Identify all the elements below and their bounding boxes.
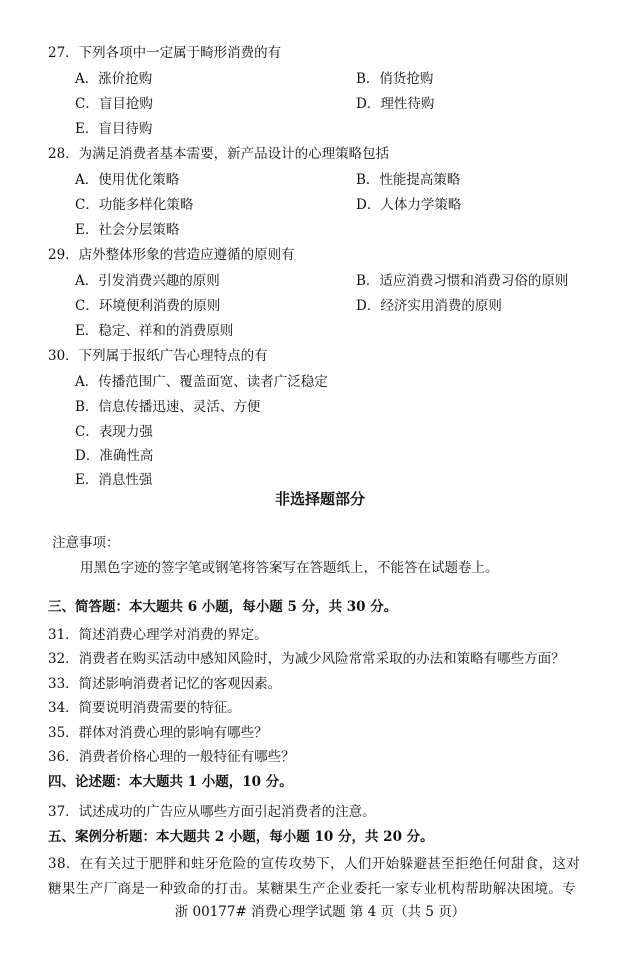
question-28-option-c: C．功能多样化策略 [75, 197, 194, 213]
question-28-option-b: B．性能提高策略 [356, 172, 461, 188]
question-28-option-a: A．使用优化策略 [75, 172, 180, 188]
question-29-option-c: C．环境便利消费的原则 [75, 298, 221, 314]
question-29-option-b: B．适应消费习惯和消费习俗的原则 [356, 273, 569, 289]
question-30-option-e: E．消息性强 [75, 472, 153, 488]
question-28-option-e: E．社会分层策略 [75, 222, 180, 238]
question-36: 36．消费者价格心理的一般特征有哪些？ [48, 749, 295, 765]
question-31: 31．简述消费心理学对消费的界定。 [48, 627, 268, 643]
question-34: 34．简要说明消费需要的特征。 [48, 700, 241, 716]
section-5-heading: 五、案例分析题：本大题共 2 小题，每小题 10 分，共 20 分。 [48, 829, 434, 845]
question-30-option-b: B．信息传播迅速、灵活、方便 [75, 399, 261, 415]
question-29-stem: 29．店外整体形象的营造应遵循的原则有 [48, 247, 295, 263]
question-38-line-2: 糖果生产厂商是一种致命的打击。某糖果生产企业委托一家专业机构帮助解决困境。专 [48, 881, 577, 897]
question-27-option-c: C．盲目抢购 [75, 96, 153, 112]
question-35: 35．群体对消费心理的影响有哪些？ [48, 725, 268, 741]
part-title: 非选择题部分 [274, 490, 365, 508]
question-27-option-a: A．涨价抢购 [75, 71, 153, 87]
question-30-option-a: A．传播范围广、覆盖面宽、读者广泛稳定 [75, 374, 328, 390]
question-30-stem: 30．下列属于报纸广告心理特点的有 [48, 348, 268, 364]
section-4-heading: 四、论述题：本大题共 1 小题，10 分。 [48, 774, 293, 790]
section-3-heading: 三、简答题：本大题共 6 小题，每小题 5 分，共 30 分。 [48, 599, 398, 615]
page-footer: 浙 00177# 消费心理学试题 第 4 页（共 5 页） [174, 904, 466, 920]
question-27-option-d: D．理性待购 [356, 96, 435, 112]
question-27-option-b: B．俏货抢购 [356, 71, 434, 87]
question-37: 37．试述成功的广告应从哪些方面引起消费者的注意。 [48, 804, 376, 820]
question-27-stem: 27．下列各项中一定属于畸形消费的有 [48, 45, 282, 61]
question-33: 33．简述影响消费者记忆的客观因素。 [48, 676, 282, 692]
question-28-option-d: D．人体力学策略 [356, 197, 462, 213]
notice-text: 用黑色字迹的签字笔或钢笔将答案写在答题纸上，不能答在试题卷上。 [80, 560, 499, 576]
question-29-option-d: D．经济实用消费的原则 [356, 298, 502, 314]
question-30-option-d: D．准确性高 [75, 448, 154, 464]
question-32: 32．消费者在购买活动中感知风险时，为减少风险常常采取的办法和策略有哪些方面？ [48, 651, 565, 667]
notice-label: 注意事项： [52, 535, 120, 551]
question-27-option-e: E．盲目待购 [75, 121, 153, 137]
question-29-option-e: E．稳定、祥和的消费原则 [75, 323, 234, 339]
question-38-line-1: 38．在有关过于肥胖和蛀牙危险的宣传攻势下，人们开始躲避甚至拒绝任何甜食，这对 [48, 856, 581, 872]
question-30-option-c: C．表现力强 [75, 424, 153, 440]
question-29-option-a: A．引发消费兴趣的原则 [75, 273, 220, 289]
question-28-stem: 28．为满足消费者基本需要，新产品设计的心理策略包括 [48, 146, 390, 162]
